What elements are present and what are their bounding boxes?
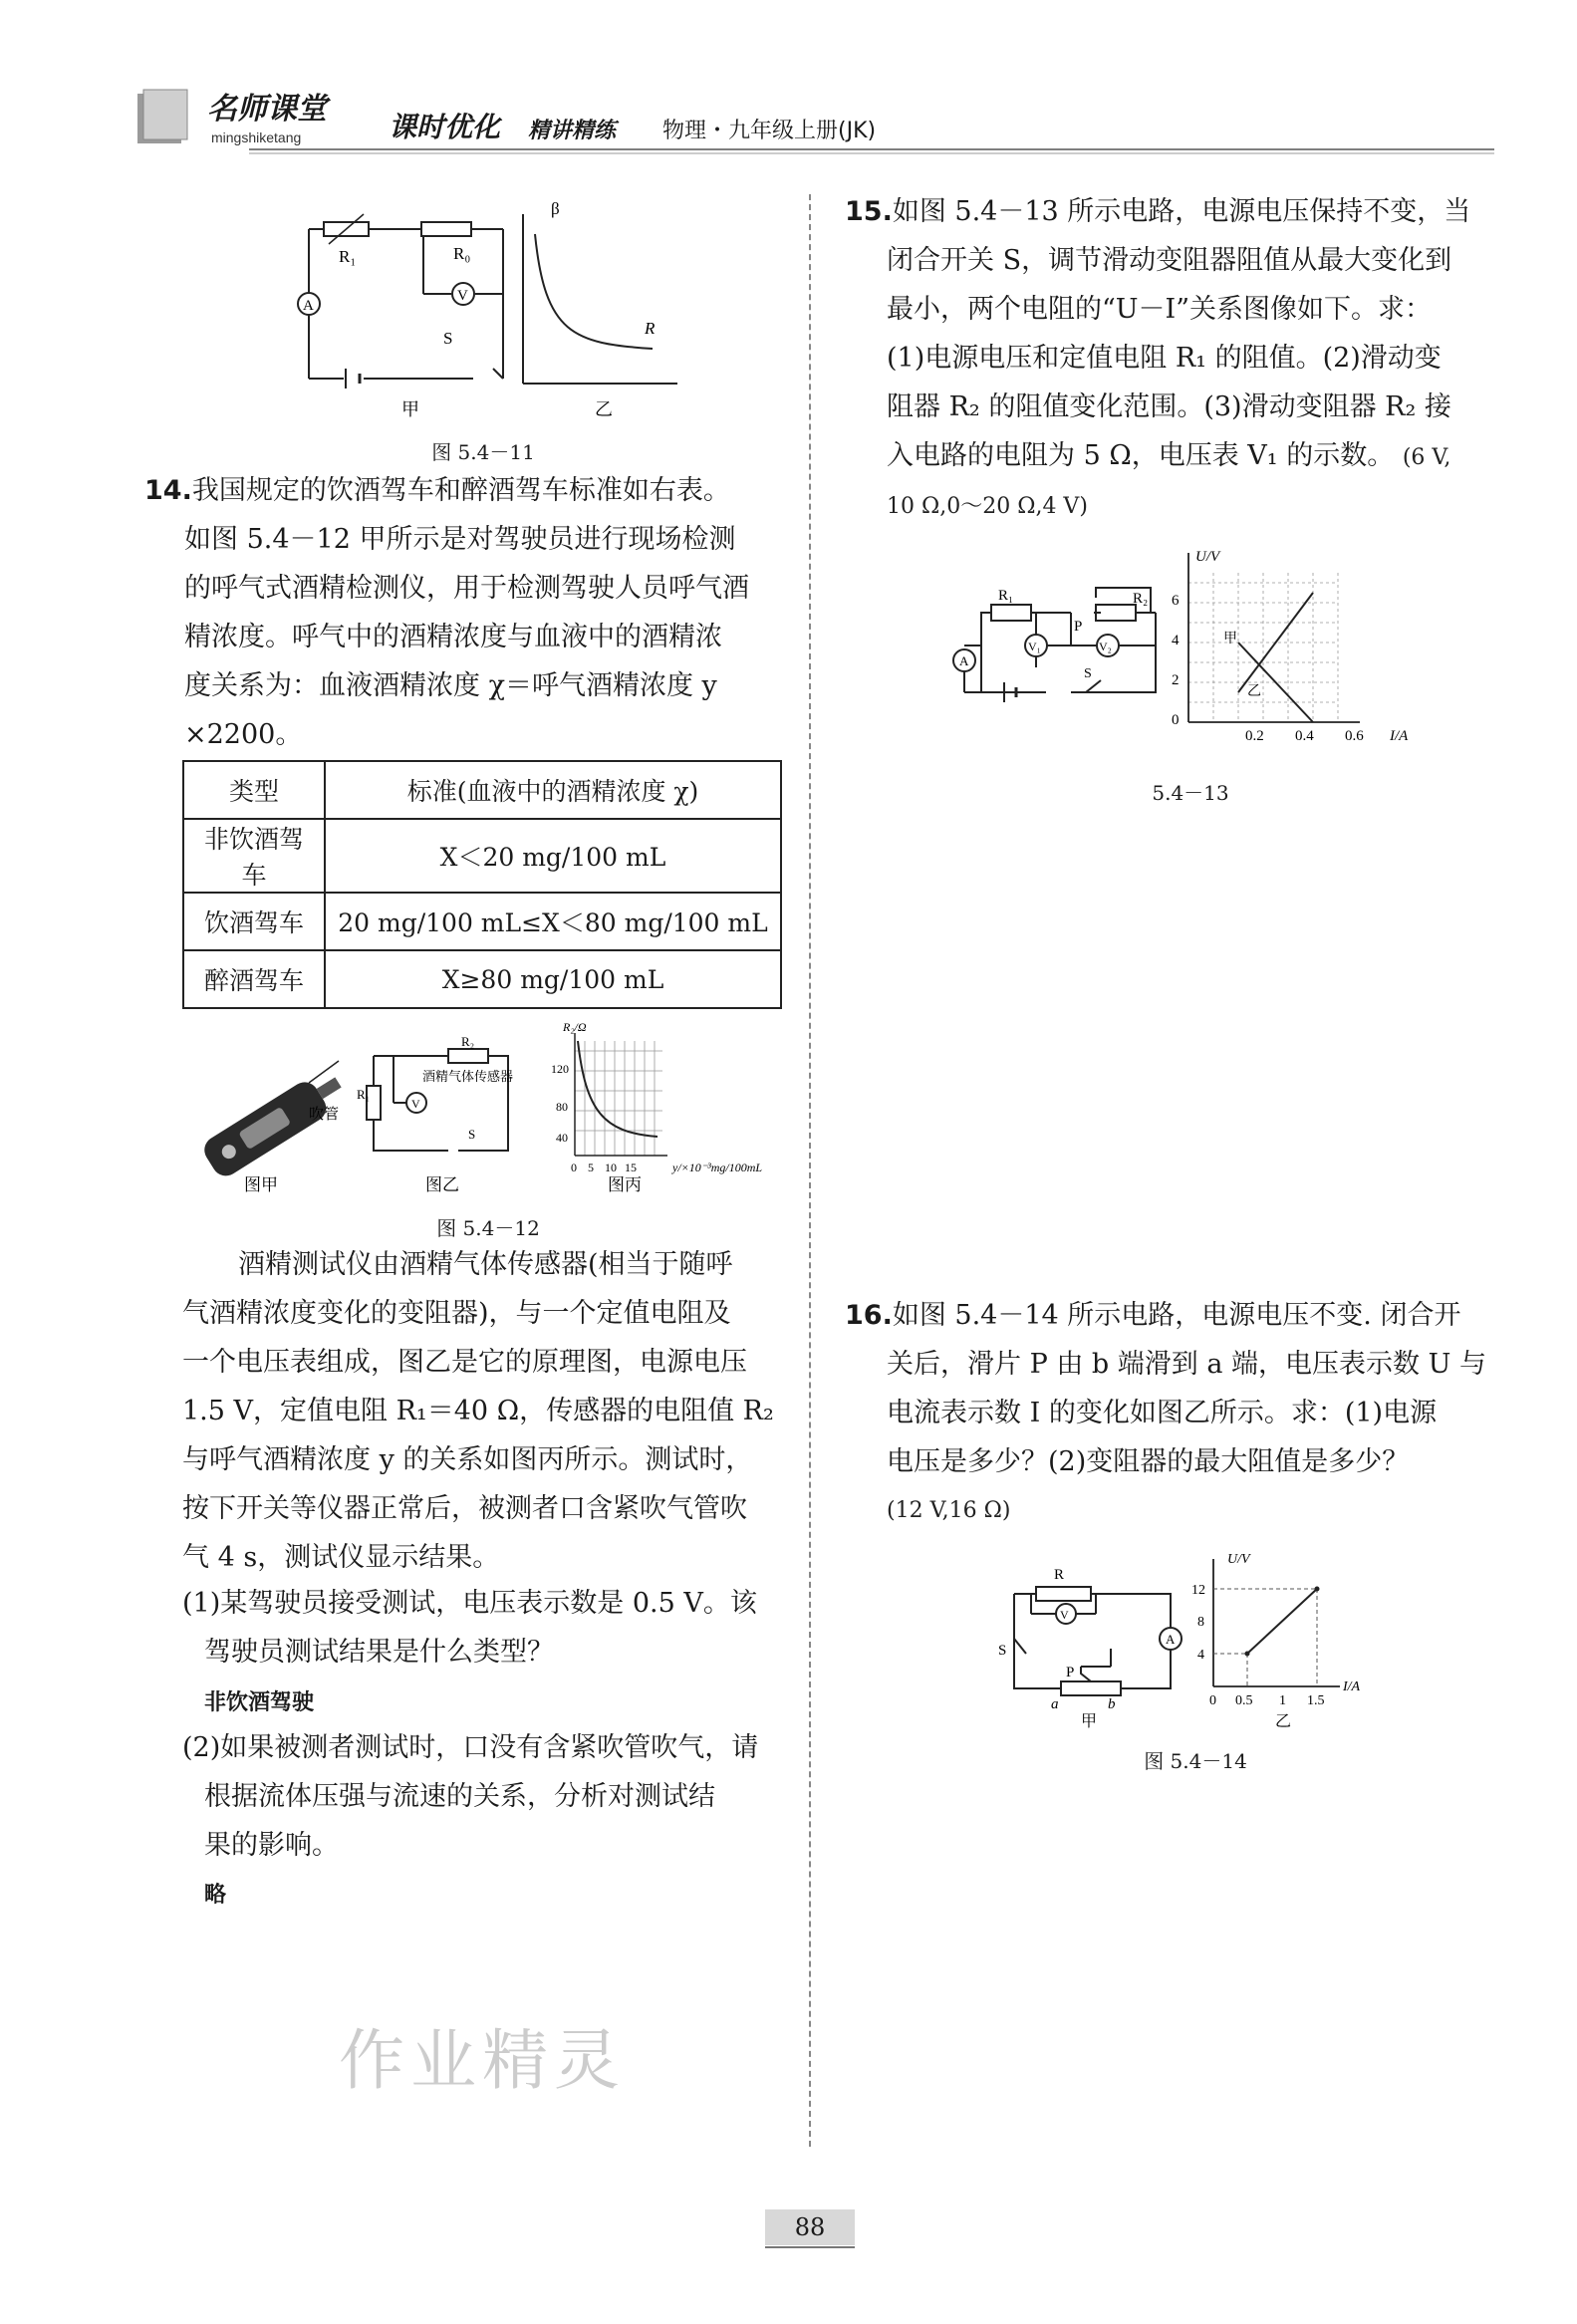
sub2-line: 根据流体压强与流速的关系，分析对测试结: [204, 1781, 715, 1812]
q16-line-3: 电流表示数 I 的变化如图乙所示。求：(1)电源: [887, 1398, 1438, 1428]
label-a: A: [959, 653, 969, 668]
table-row: [183, 893, 781, 950]
table-cell: 20 mg/100 mL≤X＜80 mg/100 mL: [325, 893, 781, 950]
logo-box-front: [143, 90, 187, 139]
table-row: [183, 819, 781, 893]
label-yi: 乙: [595, 399, 613, 419]
q15-line-5: 阻器 R₂ 的阻值变化范围。(3)滑动变阻器 R₂ 接: [887, 391, 1451, 422]
r1-resistor: [991, 605, 1031, 621]
r0-resistor: [421, 222, 471, 236]
label-r0: R₀: [453, 244, 471, 263]
label-s: S: [998, 1643, 1007, 1659]
label-graph-x: y/×10⁻³mg/100mL: [672, 1161, 763, 1174]
label-v: V: [457, 288, 468, 304]
label-s: S: [468, 1127, 476, 1142]
label-s: S: [443, 329, 453, 348]
answer-2: 略: [204, 1883, 227, 1908]
page-header: [130, 80, 1494, 159]
table-cell: 饮酒驾车: [183, 893, 325, 950]
label-a: A: [1166, 1632, 1176, 1647]
q14-line-2: 如图 5.4－12 甲所示是对驾驶员进行现场检测: [184, 524, 736, 555]
q15-line-3: 最小，两个电阻的“U－I”关系图像如下。求：: [887, 294, 1433, 325]
q15-line-2: 闭合开关 S，调节滑动变阻器阻值从最大变化到: [887, 245, 1452, 276]
sensor-curve: [578, 1041, 657, 1137]
label-r: R: [1054, 1567, 1065, 1583]
label-b-end: b: [1108, 1696, 1116, 1712]
tick-y: 4: [1197, 1648, 1204, 1663]
table-cell: 非饮酒驾车: [183, 819, 325, 893]
label-v1: V₁: [1028, 640, 1041, 653]
tick-x: 0.5: [1235, 1693, 1253, 1708]
body-line: 气酒精浓度变化的变阻器)，与一个定值电阻及: [182, 1298, 731, 1329]
label-p: P: [1074, 619, 1083, 635]
q14-sub-1: [182, 1579, 800, 1677]
question-15: [845, 187, 1492, 531]
sub2-line: (2)如果被测者测试时，口没有含紧吹管吹气，请: [182, 1732, 759, 1763]
label-curve-r: R: [645, 319, 656, 338]
tick-y: 40: [556, 1131, 568, 1145]
label-graph-y: R₂/Ω: [563, 1021, 587, 1034]
figure-5-4-11: [284, 194, 702, 433]
tick-x: 1: [1279, 1693, 1286, 1708]
q16-number: 16.: [845, 1300, 893, 1331]
label-line-jia: 甲: [1223, 632, 1237, 646]
q15-answer-2: 10 Ω,0～20 Ω,4 V): [887, 494, 1088, 519]
label-jia: 甲: [1081, 1713, 1098, 1730]
tagline: 精讲精练: [528, 119, 617, 143]
table-header: 类型: [183, 761, 325, 819]
label-v: V: [1060, 1608, 1069, 1622]
tick-x: 0.6: [1345, 728, 1364, 742]
q15-line-1: 15.如图 5.4－13 所示电路，电源电压保持不变，当: [845, 196, 1471, 227]
rheostat: [1061, 1681, 1121, 1695]
figure-caption: 图 5.4－14: [1144, 1749, 1247, 1773]
table-cell: X＜20 mg/100 mL: [325, 819, 781, 893]
q15-number: 15.: [845, 196, 893, 227]
figure-5-4-13: [936, 543, 1435, 742]
label-r1: R₁: [357, 1087, 371, 1102]
q16-line-2: 关后，滑片 P 由 b 端滑到 a 端，电压表示数 U 与: [887, 1349, 1486, 1380]
table-cell: 醉酒驾车: [183, 950, 325, 1008]
r2-sensor: [448, 1049, 488, 1063]
body-line: 按下开关等仪器正常后，被测者口含紧吹气管吹: [182, 1493, 747, 1524]
q15-line-6: 入电路的电阻为 5 Ω，电压表 V₁ 的示数。 (6 V,: [887, 440, 1451, 471]
body-line: 与呼气酒精浓度 y 的关系如图丙所示。测试时，: [182, 1444, 753, 1475]
figure-caption: 5.4－13: [1152, 781, 1229, 805]
q16-answer: (12 V,16 Ω): [887, 1498, 1011, 1523]
q16-line-1: 16.如图 5.4－14 所示电路，电源电压不变. 闭合开: [845, 1300, 1461, 1331]
label-yi: 乙: [1275, 1713, 1292, 1730]
label-a: A: [303, 298, 314, 314]
label-axis-y: U/V: [1195, 549, 1220, 565]
page-number: 88: [765, 2209, 855, 2245]
tick-x: 10: [605, 1161, 617, 1174]
label-r1: R₁: [339, 247, 357, 266]
label-fig-b: 图乙: [425, 1175, 459, 1194]
switch-icon: [1086, 680, 1101, 692]
label-fig-c: 图丙: [608, 1175, 642, 1194]
label-v2: V₂: [1099, 640, 1112, 653]
figure-caption: 图 5.4－12: [436, 1216, 540, 1240]
label-fig-a: 图甲: [244, 1175, 278, 1194]
tick-y: 120: [551, 1062, 569, 1076]
tick-y: 0: [1172, 712, 1180, 728]
q14-line-4: 精浓度。呼气中的酒精浓度与血液中的酒精浓: [184, 622, 722, 652]
figure-5-4-14: [996, 1549, 1395, 1733]
tick-x: 15: [625, 1161, 637, 1174]
q15-line-4: (1)电源电压和定值电阻 R₁ 的阻值。(2)滑动变: [887, 343, 1442, 374]
r2-rheostat: [1096, 605, 1136, 621]
label-axis-x: I/A: [1390, 728, 1409, 742]
label-axis-x: I/A: [1343, 1679, 1361, 1694]
tick-x: 5: [588, 1161, 594, 1174]
tick-y: 4: [1172, 633, 1180, 648]
label-s: S: [1084, 666, 1092, 681]
table-row: [183, 950, 781, 1008]
tick-y: 6: [1172, 593, 1180, 609]
body-line: 1.5 V，定值电阻 R₁＝40 Ω，传感器的电阻值 R₂: [182, 1396, 774, 1426]
label-axis-y: U/V: [1227, 1552, 1250, 1567]
figure-caption: 图 5.4－11: [431, 440, 535, 464]
tick-x: 1.5: [1307, 1693, 1325, 1708]
tick-x: 0.2: [1245, 728, 1264, 742]
column-divider: [809, 194, 811, 2147]
label-r1: R₁: [998, 588, 1014, 604]
body-line: 一个电压表组成，图乙是它的原理图，电源电压: [182, 1347, 747, 1378]
question-14: [144, 466, 802, 759]
tick-y: 12: [1191, 1583, 1205, 1598]
label-r2: R₂: [461, 1034, 475, 1049]
body-line: 酒精测试仪由酒精气体传感器(相当于随呼: [238, 1249, 733, 1280]
table-header: 标准(血液中的酒精浓度 χ): [325, 761, 781, 819]
table-cell: X≥80 mg/100 mL: [325, 950, 781, 1008]
q14-sub-2: [182, 1723, 800, 1870]
q16-line-4: 电压是多少？(2)变阻器的最大阻值是多少？: [887, 1446, 1410, 1477]
sub1-line: (1)某驾驶员接受测试，电压表示数是 0.5 V。该: [182, 1588, 757, 1619]
tick-x: 0.4: [1295, 728, 1314, 742]
subject: 物理・九年级上册(JK): [662, 119, 877, 143]
page-number-rule: [765, 2246, 855, 2248]
breathalyzer-icon: [199, 1065, 350, 1180]
label-a-end: a: [1051, 1696, 1059, 1712]
label-jia: 甲: [401, 399, 419, 419]
label-sensor: 酒精气体传感器: [422, 1069, 514, 1084]
figure-5-4-12: [179, 1021, 817, 1215]
q14-line-5: 度关系为：血液酒精浓度 χ＝呼气酒精浓度 y: [184, 670, 717, 701]
q14-line-6: ×2200。: [184, 719, 303, 750]
series-name: 课时优化: [389, 111, 501, 143]
q14-line-3: 的呼气式酒精检测仪，用于检测驾驶人员呼气酒: [184, 573, 749, 604]
q14-line-1: 14.我国规定的饮酒驾车和醉酒驾车标准如右表。: [144, 475, 730, 506]
watermark: 作业精灵: [339, 2022, 626, 2099]
tick-y: 8: [1197, 1615, 1204, 1630]
q14-number: 14.: [144, 475, 192, 506]
sub2-line: 果的影响。: [204, 1830, 339, 1861]
label-p: P: [1066, 1665, 1075, 1680]
alcohol-standard-table: [182, 760, 782, 1009]
tick-x: 0: [1209, 1693, 1216, 1708]
q15-answer: (6 V,: [1402, 445, 1451, 470]
q14-body: [182, 1240, 800, 1582]
switch-icon: [1014, 1639, 1026, 1654]
label-blow-tube: 吹管: [309, 1107, 340, 1123]
label-r2: R₂: [1133, 591, 1149, 607]
brand-pinyin: mingshiketang: [211, 129, 302, 145]
label-v: V: [411, 1097, 420, 1111]
body-line: 气 4 s，测试仪显示结果。: [182, 1542, 500, 1573]
curve: [535, 234, 653, 349]
tick-y: 2: [1172, 672, 1180, 688]
answer-1: 非饮酒驾驶: [204, 1690, 315, 1715]
u-i-line: [1247, 1589, 1317, 1654]
label-beta: β: [551, 199, 560, 218]
label-line-yi: 乙: [1247, 684, 1261, 699]
tick-y: 80: [556, 1100, 568, 1114]
question-16: [845, 1291, 1492, 1535]
r-resistor: [1036, 1587, 1091, 1601]
table-header-row: [183, 761, 781, 819]
tick-x: 0: [571, 1161, 577, 1174]
brand-name: 名师课堂: [207, 92, 327, 127]
sub1-line: 驾驶员测试结果是什么类型？: [204, 1637, 554, 1668]
